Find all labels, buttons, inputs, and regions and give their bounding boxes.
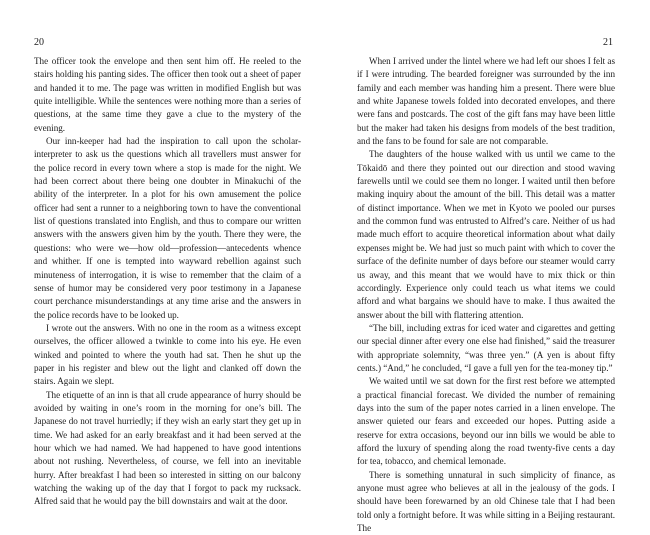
page-body	[357, 55, 615, 535]
paragraph: The officer took the envelope and then sent him off. He reeled to the stairs holding his panting sides. The officer then took out a sheet of paper and handed it to me. The page was written in modified English but was quite intelligible. While the sentences were nothing more than a series of questions, at the same time they gave a clue to the mystery of the evening.	[34, 56, 301, 133]
right-page	[325, 0, 650, 534]
paragraph: Our inn-keeper had had the inspiration to call upon the scholar-interpreter to ask us the questions which all travellers must answer for the police record in every town where a stop is made for the night. We had been correct about there being one doubter in Minakuchi of the ability of the interpreter. In a plot for his own amusement the police officer had sent a runner to a neighboring town to have the conventional list of questions translated into English, and thus to compare our written answers with the answers given him by the youth. There they were, the questions: who were we—how old—profession—antecedents whence and whither. If one is tempted into wayward rebellion against such minuteness of interrogation, it is wise to remember that the claim of a sense of humor may be considered very poor testimony in a Japanese court perchance misunderstandings at any time arise and the answers in the police records have to be looked up.	[34, 136, 301, 320]
page-number: 20	[34, 37, 44, 48]
paragraph: The daughters of the house walked with us until we came to the Tōkaidō and there they pointed out our direction and stood waving farewells until we could see them no longer. I waited until then before making inquiry about the amount of the bill. This detail was a matter of distinct importance. When we met in Kyoto we pooled our purses and the common fund was entrusted to Alfred’s care. Neither of us had made much effort to acquire theoretical information about what daily expenses might be. We had just so much paint with which to cover the surface of the definite number of days before our steamer would carry us away, and this meant that we would have to mix thick or thin accordingly. Experience only could teach us what items we could afford and what bargains we should have to make. I thus awaited the answer about the bill with flattering attention.	[357, 149, 615, 320]
paragraph: “The bill, including extras for iced water and cigarettes and getting our special dinner after every one else had finished,” said the treasurer with appropriate solemnity, “was three yen.” (A yen is about fifty cents.) “And,” he concluded, “I gave a full yen for the tea-money tip.”	[357, 322, 615, 373]
page-body	[34, 55, 301, 509]
paragraph: When I arrived under the lintel where we had left our shoes I felt as if I were intruding. The bearded foreigner was surrounded by the inn family and each member was handing him a present. There were blue and white Japanese towels folded into decorated envelopes, and there were fans and postcards. The cost of the gift fans may have been little but the maker had taken his designs from models of the best tradition, and the fans to be found for sale are not comparable.	[357, 56, 615, 147]
paragraph: The etiquette of an inn is that all crude appearance of hurry should be avoided by waiting in one’s room in the morning for one’s bill. The Japanese do not travel hurriedly; if they wish an early start they get up in time. We had asked for an early breakfast and it had been served at the hour which we had named. We had happened to have good intentions about not rushing. Nevertheless, of course, we fell into an inevitable hurry. After breakfast I had been so interested in sitting on our balcony watching the waking up of the day that I forgot to pack my rucksack. Alfred said that he would pay the bill downstairs and wait at the door.	[34, 389, 301, 507]
paragraph: We waited until we sat down for the first rest before we attempted a practical financial forecast. We divided the number of remaining days into the sum of the paper notes carried in a linen envelope. The answer quieted our fears and exceeded our hopes. Putting aside a reserve for extra occasions, beyond our inn bills we would be able to afford the luxury of spending along the road twenty-five cents a day for tea, tobacco, and chemical lemonade.	[357, 376, 615, 467]
page-number: 21	[603, 37, 613, 48]
paragraph: There is something unnatural in such simplicity of finance, as anyone must agree who believes at all in the jealousy of the gods. I should have been forewarned by an old Chinese tale that I had been told only a fortnight before. It was while sitting in a Beijing restaurant. The	[357, 469, 615, 534]
left-page	[0, 0, 325, 529]
paragraph: I wrote out the answers. With no one in the room as a witness except ourselves, the officer allowed a twinkle to come into his eye. He even winked and pointed to where the youth had sat. Then he shut up the paper in his register and blew out the light and clanked off down the stairs. Again we slept.	[34, 322, 301, 387]
